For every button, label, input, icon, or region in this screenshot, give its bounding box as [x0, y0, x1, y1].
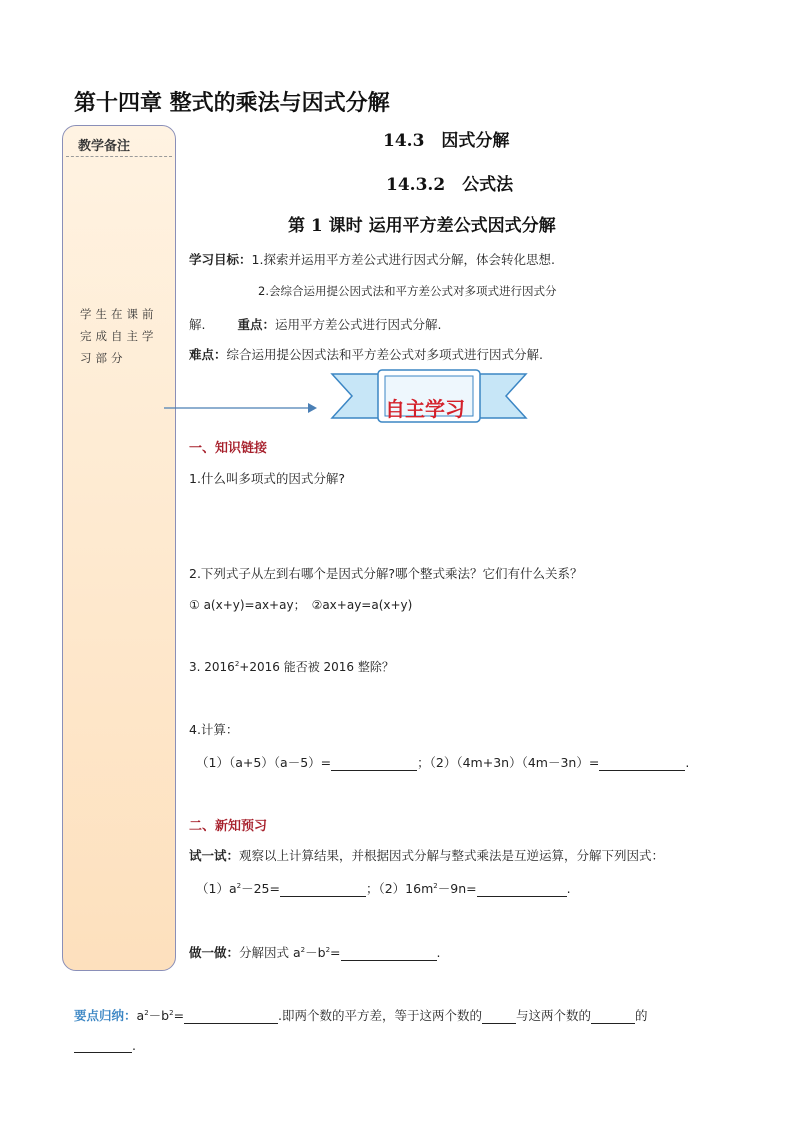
objective-2-cont: 解.	[189, 317, 206, 332]
summary-exponent-1: 2	[144, 1008, 149, 1017]
q4-end: .	[685, 755, 690, 770]
try-items	[196, 879, 571, 897]
try-item-2a: ；（2）16m	[365, 881, 434, 896]
difficulty-label: 难点：	[189, 347, 227, 362]
objectives-line3	[189, 315, 441, 333]
try-item-1b: －25=	[241, 881, 280, 896]
subsection-title: 14.3.2 公式法	[386, 175, 514, 195]
sidebar-title: 教学备注	[78, 139, 131, 154]
summary-line	[74, 1006, 648, 1024]
question-4-items	[196, 753, 689, 771]
try-line	[189, 846, 664, 864]
question-2: 2.下列式子从左到右哪个是因式分解?哪个整式乘法？它们有什么关系？	[189, 566, 583, 581]
q3-exponent: 2	[234, 660, 240, 668]
answer-blank[interactable]	[341, 948, 437, 961]
section-title: 14.3 因式分解	[383, 131, 510, 151]
try-item-1-exponent: 2	[236, 881, 242, 890]
question-3	[189, 658, 394, 675]
q3-part-b: +2016 能否被 2016 整除？	[239, 660, 394, 674]
teaching-notes-sidebar	[62, 125, 176, 971]
q4-item-1: （1）（a+5）（a－5）=	[196, 755, 332, 770]
question-4: 4.计算：	[189, 722, 239, 737]
do-text-b: －b	[305, 945, 326, 960]
arrow-icon	[160, 398, 320, 418]
chapter-title: 第十四章 整式的乘法与因式分解	[74, 91, 390, 116]
summary-c: =	[173, 1008, 185, 1023]
answer-blank[interactable]	[482, 1011, 516, 1024]
part2-heading: 二、新知预习	[189, 819, 268, 834]
key-label: 重点：	[237, 317, 275, 332]
answer-blank[interactable]	[280, 884, 366, 897]
answer-blank[interactable]	[331, 758, 417, 771]
summary-b: －b	[148, 1008, 170, 1023]
summary-line-2	[74, 1038, 136, 1053]
objective-1: 1.探索并运用平方差公式进行因式分解，体会转化思想.	[251, 252, 555, 267]
objectives-label: 学习目标：	[189, 252, 252, 267]
question-1: 1.什么叫多项式的因式分解?	[189, 471, 346, 486]
q4-item-2: ；（2）（4m+3n）（4m－3n）=	[417, 755, 600, 770]
objective-2: 2.会综合运用提公因式法和平方差公式对多项式进行因式分	[258, 284, 557, 298]
do-end: .	[436, 945, 441, 960]
difficulty-line	[189, 345, 543, 363]
do-text-a: 分解因式 a	[239, 945, 301, 960]
q3-part-a: 3. 2016	[189, 660, 235, 674]
try-text: 观察以上计算结果，并根据因式分解与整式乘法是互逆运算，分解下列因式：	[239, 848, 665, 863]
do-exponent-1: 2	[300, 945, 306, 954]
difficulty-text: 综合运用提公因式法和平方差公式对多项式进行因式分解.	[226, 347, 543, 362]
try-item-2-exponent: 2	[433, 881, 438, 890]
try-end: .	[566, 881, 571, 896]
answer-blank[interactable]	[599, 758, 685, 771]
banner-text: 自主学习	[385, 397, 465, 421]
lesson-title: 第 1 课时 运用平方差公式因式分解	[288, 216, 556, 236]
do-label: 做一做：	[189, 945, 240, 960]
summary-e: 与这两个数的	[516, 1008, 592, 1023]
answer-blank[interactable]	[477, 884, 567, 897]
question-2-items: ① a(x+y)=ax+ay； ②ax+ay=a(x+y)	[189, 598, 413, 612]
answer-blank[interactable]	[74, 1040, 132, 1053]
try-item-2b: －9n=	[437, 881, 477, 896]
answer-blank[interactable]	[184, 1011, 278, 1024]
summary-d: .即两个数的平方差，等于这两个数的	[278, 1008, 483, 1023]
objectives-line1	[189, 250, 555, 268]
key-text: 运用平方差公式进行因式分解.	[274, 317, 442, 332]
summary-a: a	[136, 1008, 145, 1023]
sidebar-divider	[66, 156, 172, 157]
part1-heading: 一、知识链接	[189, 441, 268, 456]
summary-end: .	[132, 1038, 136, 1053]
summary-f: 的	[635, 1008, 648, 1023]
try-label: 试一试：	[189, 848, 240, 863]
try-item-1a: （1）a	[196, 881, 237, 896]
summary-exponent-2: 2	[169, 1008, 174, 1017]
do-line	[189, 943, 441, 961]
do-text-c: =	[330, 945, 341, 960]
answer-blank[interactable]	[591, 1011, 635, 1024]
summary-label: 要点归纳：	[74, 1008, 137, 1023]
sidebar-note: 学生在课前完成自主学习部分	[80, 307, 158, 365]
do-exponent-2: 2	[325, 945, 331, 954]
